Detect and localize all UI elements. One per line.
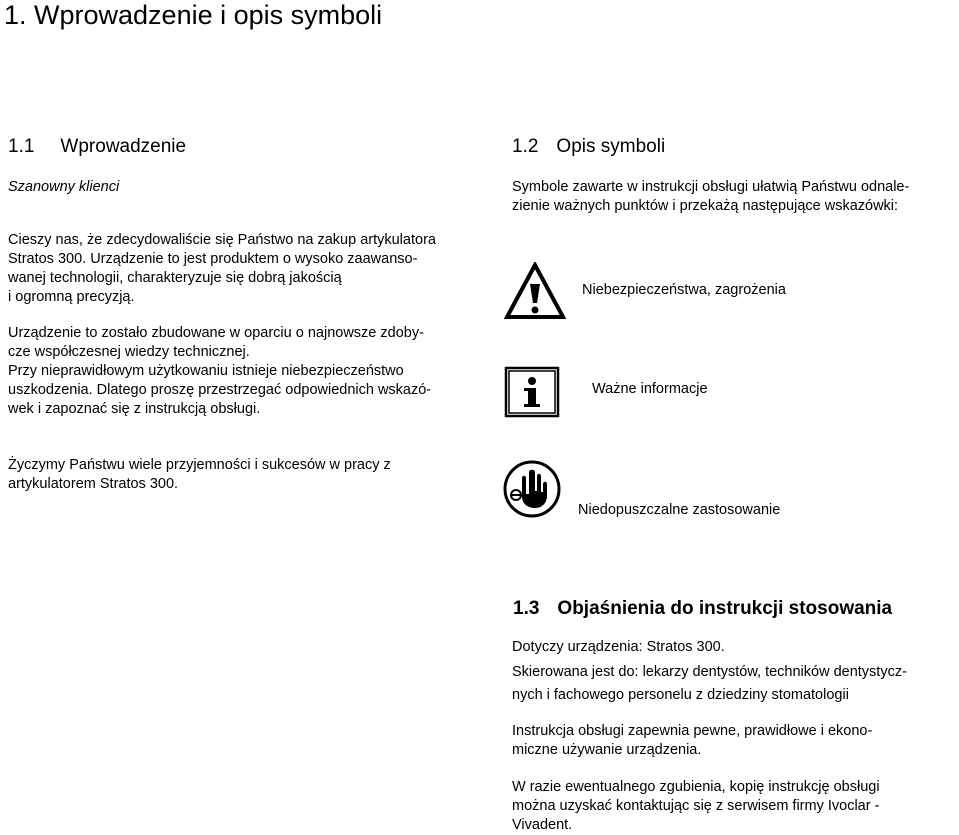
text-line: W razie ewentualnego zgubienia, kopię instrukcję obsługi: [512, 779, 880, 795]
text-line: Przy nieprawidłowym użytkowaniu istnieje niebezpieczeństwo: [8, 363, 404, 379]
section-number: 1.1: [8, 136, 35, 157]
text-line: cze współczesnej wiedzy technicznej.: [8, 344, 250, 360]
text-line: i ogromną precyzją.: [8, 289, 135, 305]
intro-paragraph-1: [8, 231, 436, 307]
section-title: Objaśnienia do instrukcji stosowania: [557, 598, 893, 619]
symbol-label-prohibited: Niedopuszczalne zastosowanie: [578, 502, 781, 518]
section-heading-usage: [513, 598, 892, 620]
intro-paragraph-3: [8, 456, 391, 494]
text-line: Vivadent.: [512, 817, 573, 833]
section-heading-symbols: [512, 136, 665, 158]
salutation: Szanowny klienci: [8, 179, 120, 195]
text-line: Skierowana jest do: lekarzy dentystów, techników dentystycz-: [512, 664, 907, 680]
text-line: zienie ważnych punktów i przekażą następujące wskazówki:: [512, 198, 899, 214]
warning-triangle-icon: [504, 262, 566, 320]
text-line: Symbole zawarte w instrukcji obsługi ułatwią Państwu odnale-: [512, 179, 910, 195]
section-title: Opis symboli: [556, 136, 666, 157]
text-line: uszkodzenia. Dlatego proszę przestrzegać odpowiednich wskazó-: [8, 382, 432, 398]
text-line: Instrukcja obsługi zapewnia pewne, prawidłowe i ekono-: [512, 723, 873, 739]
text-line: nych i fachowego personelu z dziedziny stomatologii: [512, 687, 849, 703]
usage-paragraph-3: [512, 778, 880, 835]
text-line: Urządzenie to zostało zbudowane w oparciu o najnowsze zdoby-: [8, 325, 424, 341]
intro-paragraph-2: [8, 324, 431, 419]
text-line: miczne używanie urządzenia.: [512, 742, 702, 758]
symbol-label-danger: Niebezpieczeństwa, zagrożenia: [582, 282, 786, 298]
text-line: wanej technologii, charakteryzuje się dobrą jakością: [8, 270, 342, 286]
usage-paragraph-2: [512, 722, 872, 760]
text-line: artykulatorem Stratos 300.: [8, 476, 179, 492]
section-number: 1.3: [513, 598, 540, 619]
text-line: można uzyskać kontaktując się z serwisem firmy Ivoclar -: [512, 798, 880, 814]
symbol-label-info: Ważne informacje: [592, 381, 708, 397]
section-heading-intro: [8, 136, 186, 158]
symbols-intro: [512, 178, 909, 216]
text-line: Życzymy Państwu wiele przyjemności i sukcesów w pracy z: [8, 457, 391, 473]
usage-device-line: Dotyczy urządzenia: Stratos 300.: [512, 639, 725, 655]
section-title: Wprowadzenie: [60, 136, 187, 157]
page-title: 1. Wprowadzenie i opis symboli: [4, 0, 383, 30]
prohibited-hand-icon: [502, 460, 562, 518]
section-number: 1.2: [512, 136, 539, 157]
text-line: wek i zapoznać się z instrukcją obsługi.: [8, 401, 261, 417]
text-line: Stratos 300. Urządzenie to jest produktem o wysoko zaawanso-: [8, 251, 418, 267]
usage-paragraph-1: [512, 661, 907, 707]
info-icon: [504, 366, 560, 418]
text-line: Cieszy nas, że zdecydowaliście się Państwo na zakup artykulatora: [8, 232, 436, 248]
